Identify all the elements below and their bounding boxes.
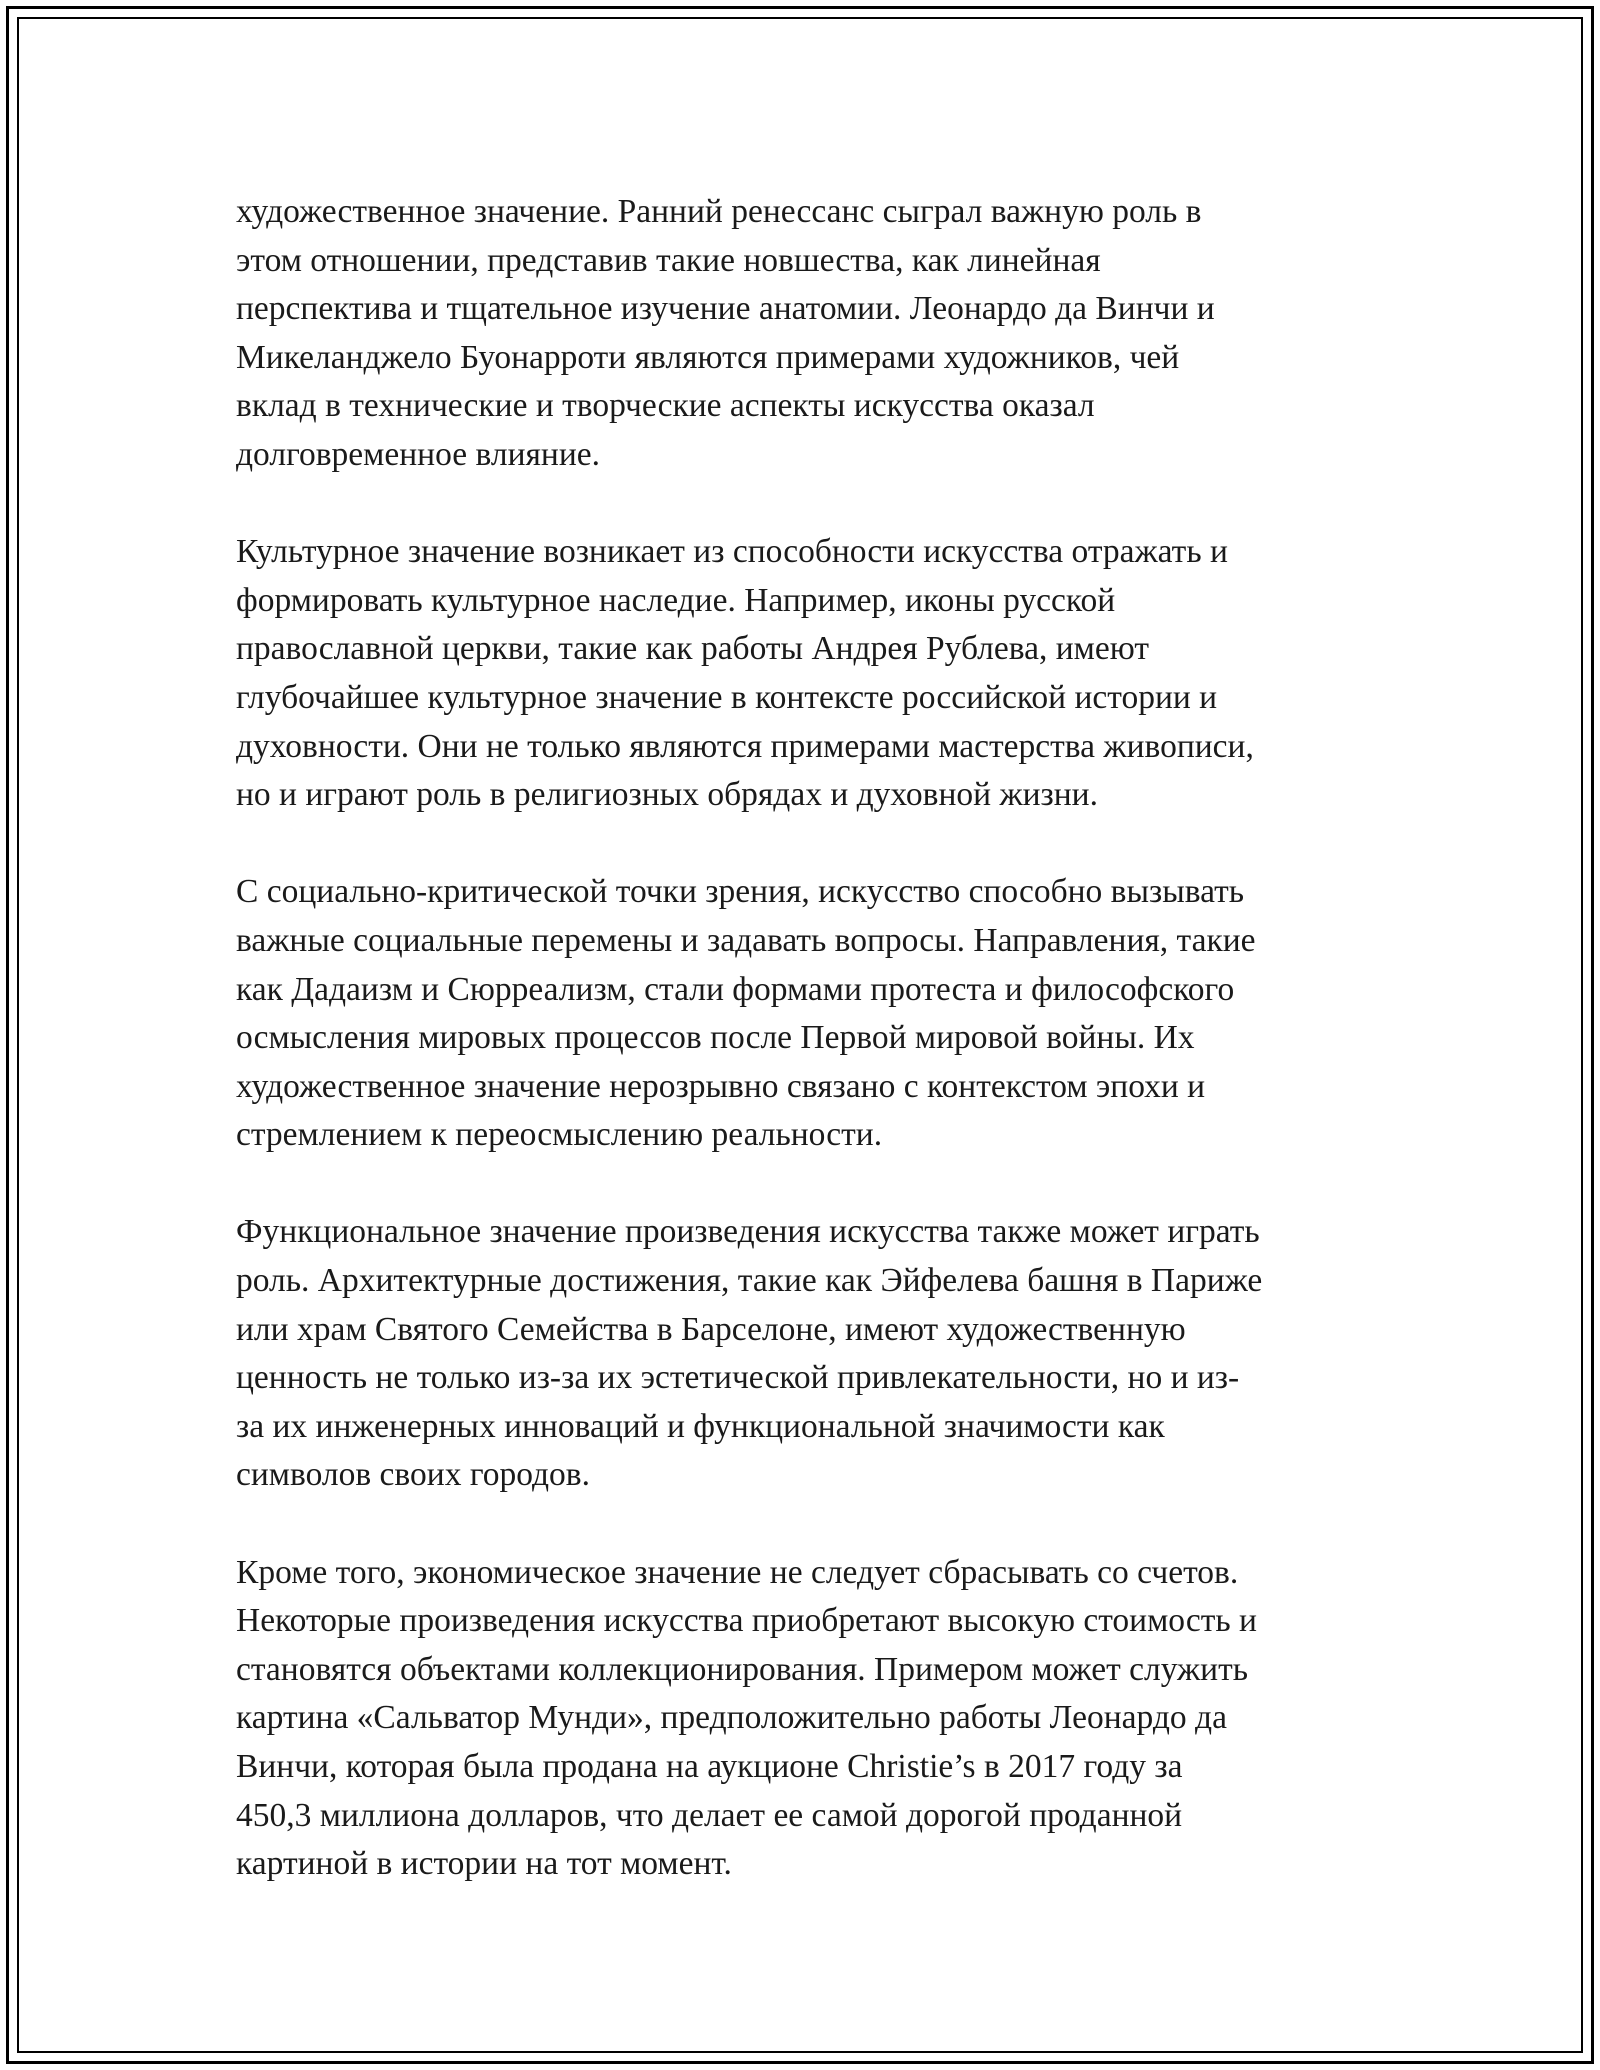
- text-line: С социально-критической точки зрения, искусство способно вызывать: [236, 873, 1245, 911]
- text-line: 450,3 миллиона долларов, что делает ее самой дорогой проданной: [236, 1796, 1183, 1834]
- text-line: символов своих городов.: [236, 1456, 590, 1494]
- text-line: Микеланджело Буонарроти являются примерами художников, чей: [236, 338, 1180, 376]
- paragraph-social-critical-significance: [236, 868, 1366, 1160]
- text-line: Некоторые произведения искусства приобретают высокую стоимость и: [236, 1602, 1257, 1640]
- text-line: картина «Сальватор Мунди», предположительно работы Леонардо да: [236, 1699, 1227, 1737]
- text-line: художественное значение. Ранний ренессанс сыграл важную роль в: [236, 193, 1202, 230]
- text-line: этом отношении, представив такие новшества, как линейная: [236, 241, 1101, 279]
- text-line: православной церкви, такие как работы Андрея Рублева, имеют: [236, 630, 1149, 668]
- paragraph-economic-significance: [236, 1549, 1366, 1889]
- paragraph-artistic-significance: [236, 188, 1366, 480]
- text-line: глубочайшее культурное значение в контексте российской истории и: [236, 678, 1218, 716]
- text-line: вклад в технические и творческие аспекты искусства оказал: [236, 387, 1095, 425]
- text-line: осмысления мировых процессов после Первой мировой войны. Их: [236, 1019, 1195, 1057]
- text-line: Функциональное значение произведения искусства также может играть: [236, 1213, 1260, 1251]
- text-line: картиной в истории на тот момент.: [236, 1845, 732, 1883]
- text-line: становятся объектами коллекционирования. Примером может служить: [236, 1650, 1249, 1688]
- text-line: за их инженерных инноваций и функциональной значимости как: [236, 1407, 1165, 1445]
- paragraph-functional-significance: [236, 1208, 1366, 1500]
- text-line: или храм Святого Семейства в Барселоне, имеют художественную: [236, 1310, 1186, 1348]
- text-line: важные социальные перемены и задавать вопросы. Направления, такие: [236, 921, 1256, 959]
- text-line: Культурное значение возникает из способности искусства отражать и: [236, 533, 1228, 571]
- text-line: перспектива и тщательное изучение анатомии. Леонардо да Винчи и: [236, 290, 1215, 328]
- text-line: Кроме того, экономическое значение не следует сбрасывать со счетов.: [236, 1553, 1239, 1591]
- document-body: [236, 188, 1366, 1889]
- text-line: но и играют роль в религиозных обрядах и духовной жизни.: [236, 776, 1098, 814]
- text-line: духовности. Они не только являются примерами мастерства живописи,: [236, 727, 1254, 765]
- text-line: как Дадаизм и Сюрреализм, стали формами протеста и философского: [236, 970, 1235, 1008]
- text-line: роль. Архитектурные достижения, такие как Эйфелева башня в Париже: [236, 1262, 1263, 1300]
- text-line: долговременное влияние.: [236, 435, 601, 473]
- text-line: стремлением к переосмыслению реальности.: [236, 1116, 883, 1154]
- paragraph-cultural-significance: [236, 528, 1366, 820]
- text-line: ценность не только из-за их эстетической привлекательности, но и из-: [236, 1359, 1240, 1397]
- text-line: художественное значение нерозрывно связано с контекстом эпохи и: [236, 1067, 1206, 1105]
- text-line: Винчи, которая была продана на аукционе Christie’s в 2017 году за: [236, 1748, 1183, 1785]
- text-line: формировать культурное наследие. Например, иконы русской: [236, 581, 1116, 619]
